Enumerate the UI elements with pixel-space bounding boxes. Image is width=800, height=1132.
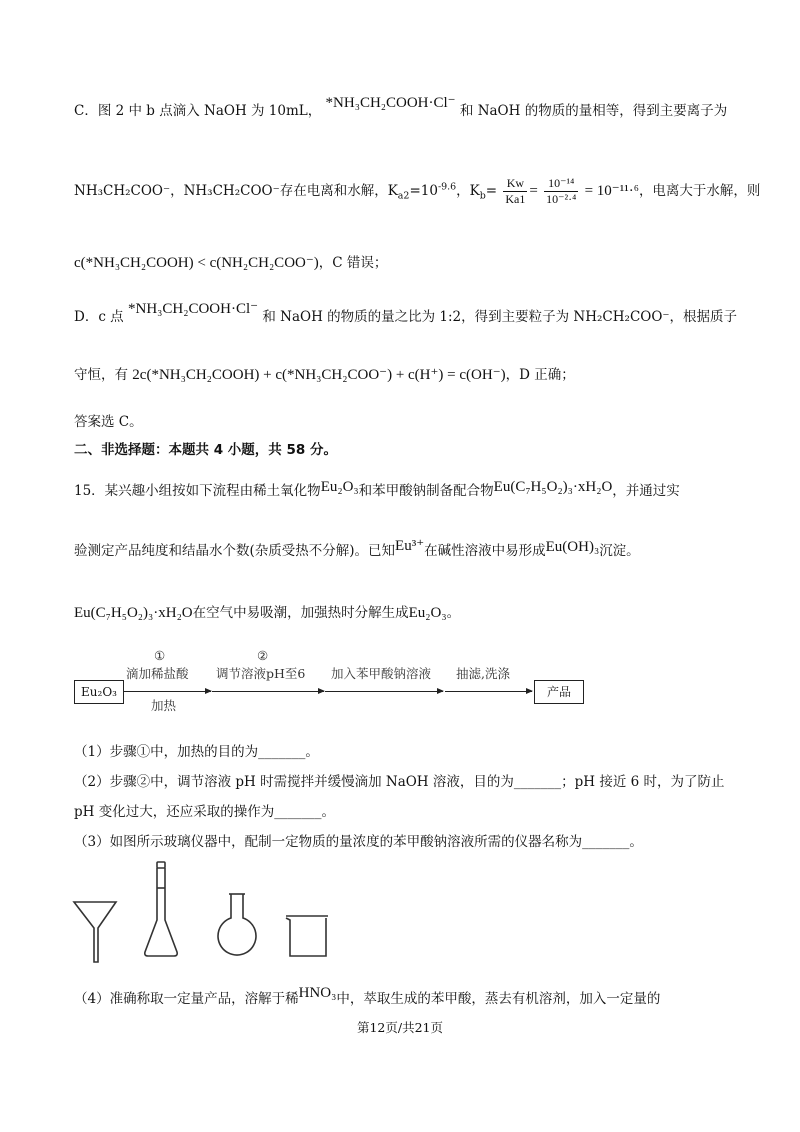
flow-arrow-4 bbox=[445, 691, 532, 692]
flow-step2-label: 调节溶液pH至6 bbox=[216, 666, 306, 681]
option-c-line1: C．图 2 中 b 点滴入 NaOH 为 10mL， *NH₃CH₂COOH·Cl⁻ 和 NaOH 的物质的量相等，得到主要离子为 bbox=[74, 95, 728, 119]
q15-line1: 15．某兴趣小组按如下流程由稀土氧化物Eu₂O₃和苯甲酸钠制备配合物Eu(C₇H₅O₂)₃·xH₂O，并通过实 bbox=[74, 479, 680, 499]
flow-step3-label: 加入苯甲酸钠溶液 bbox=[331, 666, 432, 681]
flow-step1-number: ① bbox=[154, 648, 166, 663]
flow-step4-label: 抽滤,洗涤 bbox=[456, 666, 510, 681]
flow-start-box: Eu₂O₃ bbox=[74, 680, 124, 704]
flow-arrow-3 bbox=[325, 691, 443, 692]
subq-2a: （2）步骤②中，调节溶液 pH 时需搅拌并缓慢滴加 NaOH 溶液，目的为_______；pH 接近 6 时，为了防止 bbox=[74, 774, 725, 790]
page-footer: 第12页/共21页 bbox=[356, 1020, 444, 1035]
glassware-figure bbox=[70, 858, 370, 968]
subq-3: （3）如图所示玻璃仪器中，配制一定物质的量浓度的苯甲酸钠溶液所需的仪器名称为_______。 bbox=[74, 834, 643, 850]
option-d-line1: D．c 点 *NH₃CH₂COOH·Cl⁻ 和 NaOH 的物质的量之比为 1:2，得到主要粒子为 NH₂CH₂COO⁻，根据质子 bbox=[74, 301, 738, 325]
kw-over-ka1-fraction: $\frac{Kw}{Ka1}$ bbox=[505, 176, 526, 206]
volumetric-flask-icon bbox=[145, 862, 177, 956]
option-c-line2: NH₃CH₂COO⁻，NH₃CH₂COO⁻存在电离和水解，$K_{a2}=10^{-9.6}$，$K_b=$ $\frac{Kw}{Ka1}$ = $\frac{\text{10⁻¹⁴}}{\text{10⁻²·⁴}}$ = 10⁻¹¹·⁶，电离大于水解，则 bbox=[74, 176, 761, 206]
subq-4: （4）准确称取一定量产品，溶解于稀HNO₃中，萃取生成的苯甲酸，蒸去有机溶剂，加入一定量的 bbox=[74, 985, 661, 1007]
funnel-icon bbox=[74, 902, 116, 962]
flow-arrow-2 bbox=[212, 691, 324, 692]
flow-step2-number: ② bbox=[257, 648, 269, 663]
subq-2b: pH 变化过大，还应采取的操作为_______。 bbox=[74, 804, 335, 820]
option-c-line3: c(*NH₃CH₂COOH) < c(NH₂CH₂COO⁻)，C 错误； bbox=[74, 255, 388, 271]
q15-line2: 验测定产品纯度和结晶水个数(杂质受热不分解)。已知Eu³⁺在碱性溶液中易形成Eu(OH)₃沉淀。 bbox=[74, 538, 640, 559]
flow-step1-label: 滴加稀盐酸 bbox=[126, 666, 189, 681]
formula-glycine-hcl-d: *NH₃CH₂COOH·Cl⁻ bbox=[127, 301, 259, 317]
round-flask-icon bbox=[218, 894, 256, 955]
flow-end-box: 产品 bbox=[534, 680, 584, 704]
formula-glycine-hcl: *NH₃CH₂COOH·Cl⁻ bbox=[325, 95, 456, 111]
beaker-icon bbox=[286, 916, 328, 956]
answer-line: 答案选 C。 bbox=[74, 414, 143, 430]
proton-conservation-equation: 2c(*NH₃CH₂COOH) + c(*NH₃CH₂COO⁻) + c(H⁺) = c(OH⁻) bbox=[132, 367, 506, 383]
option-d-line2: 守恒，有 2c(*NH₃CH₂COOH) + c(*NH₃CH₂COO⁻) + c(H⁺) = c(OH⁻)，D 正确； bbox=[74, 367, 575, 383]
flow-arrow-1 bbox=[123, 691, 211, 692]
concentration-inequality: c(*NH₃CH₂COOH) < c(NH₂CH₂COO⁻) bbox=[74, 255, 319, 271]
power-fraction: $\frac{\text{10⁻¹⁴}}{\text{10⁻²·⁴}}$ bbox=[546, 176, 577, 206]
flow-step1-below: 加热 bbox=[151, 698, 177, 713]
subq-1: （1）步骤①中，加热的目的为_______。 bbox=[74, 744, 319, 760]
section-heading: 二、非选择题：本题共 4 小题，共 58 分。 bbox=[74, 442, 337, 458]
q15-line3: Eu(C₇H₅O₂)₃·xH₂O在空气中易吸潮，加强热时分解生成Eu₂O₃。 bbox=[74, 605, 461, 621]
